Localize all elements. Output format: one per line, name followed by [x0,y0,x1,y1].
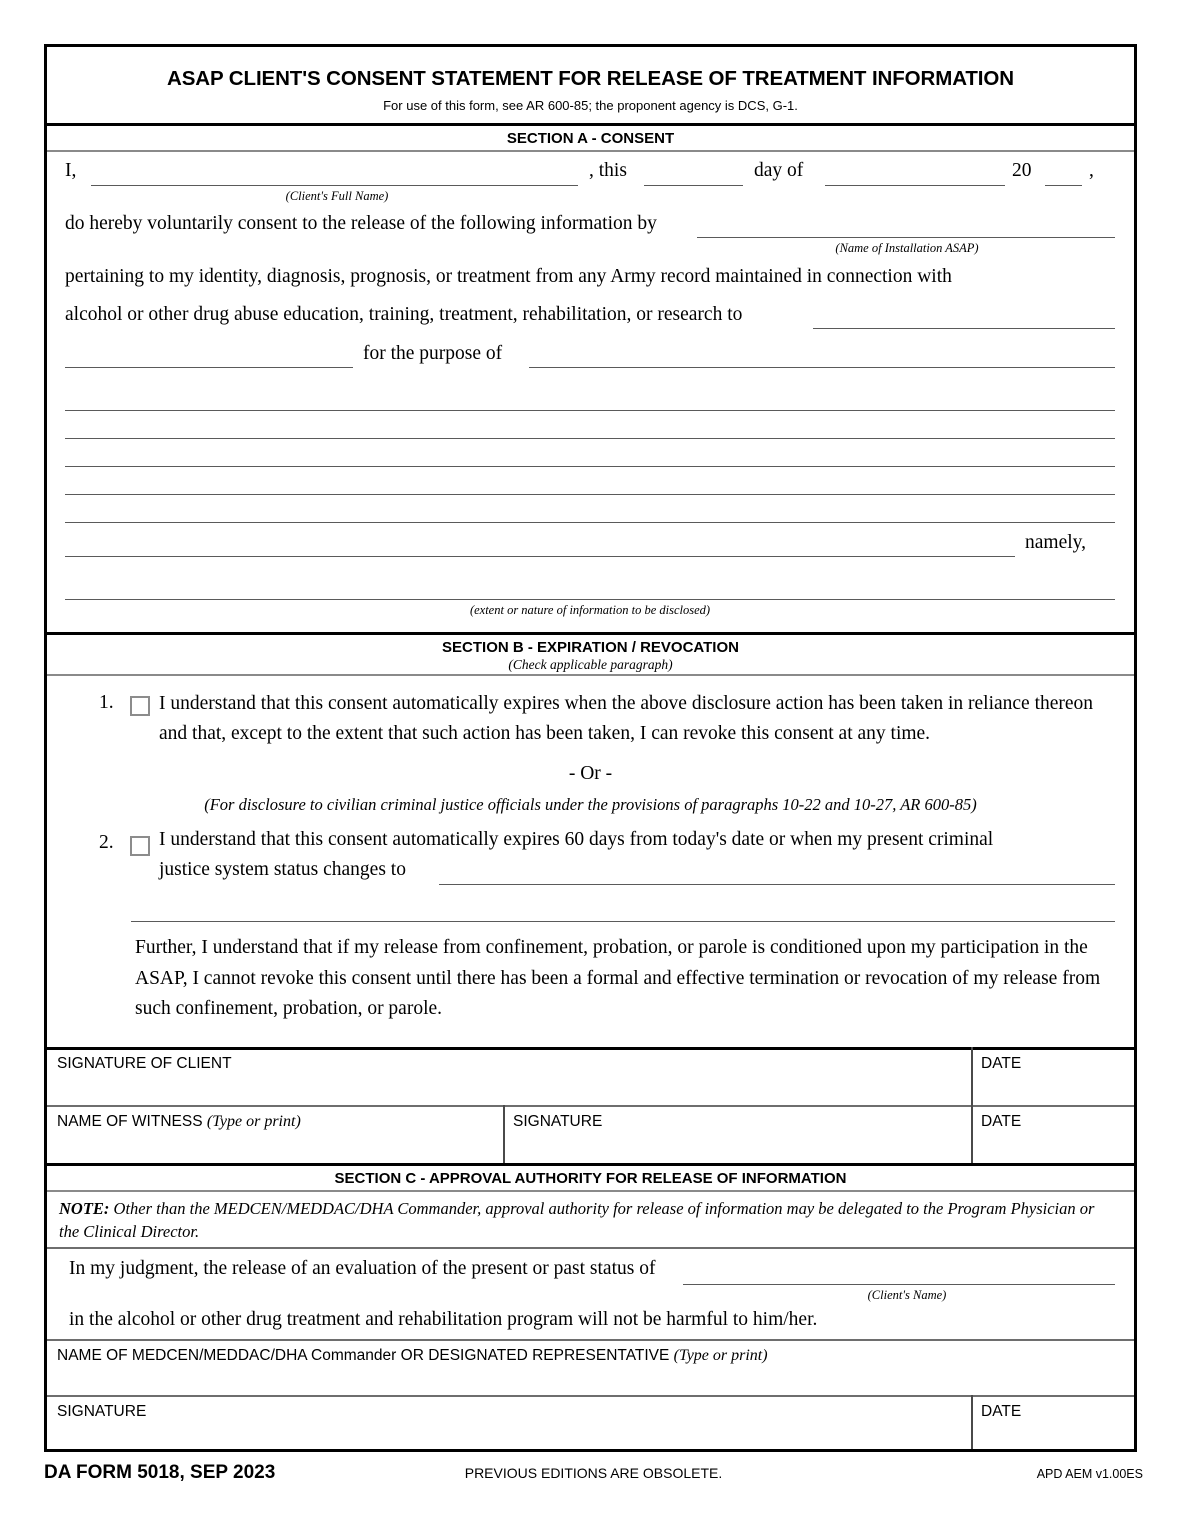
caption-clients-name: (Client's Name) [867,1288,947,1302]
caption-extent-of-info: (extent or nature of information to be disclosed) [469,603,711,617]
namely-field[interactable] [65,556,1015,557]
label-commander-name [57,1347,768,1365]
caption-installation-asap: (Name of Installation ASAP) [835,241,979,255]
section-a-header [47,123,1134,152]
extent-line-5[interactable] [65,522,1115,523]
section-c-closing-line: in the alcohol or other drug treatment and rehabilitation program will not be harmful to him/her. [69,1309,818,1330]
label-signature-witness: SIGNATURE [513,1113,603,1130]
consent-line5-text: for the purpose of [363,343,503,364]
consent-line1-prefix: I, [65,160,77,181]
namely-label: namely, [1025,532,1087,553]
form-footer [44,1462,1143,1492]
label-signature-commander: SIGNATURE [57,1403,147,1420]
checkbox-item-2[interactable] [130,836,150,856]
client-name-field[interactable] [683,1284,1115,1285]
section-b-item1-text: I understand that this consent automatically expires when the above disclosure action has been taken in reliance thereon and that, except to the extent that such action has been taken, I can revoke this consent at any time. [159,693,1094,744]
section-c-judgment-line: In my judgment, the release of an evaluation of the present or past status of [69,1258,656,1279]
label-date-commander: DATE [981,1403,1022,1420]
section-a-header-title: SECTION A - CONSENT [506,130,675,147]
consent-line4-text: alcohol or other drug abuse education, training, treatment, rehabilitation, or research to [65,304,743,325]
consent-line1-comma: , [1089,160,1094,181]
label-name-of-witness-text: NAME OF WITNESS [57,1113,203,1130]
justice-status-field-2[interactable] [131,921,1115,922]
consent-line1-dayof: day of [754,160,804,181]
purpose-field[interactable] [529,367,1115,368]
footer-form-id: DA FORM 5018, SEP 2023 [44,1462,276,1483]
section-c-note [59,1197,1117,1243]
extent-line-4[interactable] [65,494,1115,495]
label-date-client: DATE [981,1055,1022,1072]
section-b-disclosure-note: (For disclosure to civilian criminal justice officials under the provisions of paragraphs 10-22 and 10-27, AR 600-85) [204,795,977,814]
consent-line2-text: do hereby voluntarily consent to the release of the following information by [65,213,657,234]
form-outer-frame [44,44,1137,1452]
label-commander-name-text: NAME OF MEDCEN/MEDDAC/DHA Commander OR DESIGNATED REPRESENTATIVE [57,1347,670,1364]
label-commander-name-hint: (Type or print) [673,1347,768,1364]
section-b-header [47,632,1134,676]
form-subtitle: For use of this form, see AR 600-85; the proponent agency is DCS, G-1. [383,98,798,113]
section-b-item2-text-a: I understand that this consent automatically expires 60 days from today's date or when my present criminal [159,829,994,850]
section-c-header-title: SECTION C - APPROVAL AUTHORITY FOR RELEASE OF INFORMATION [334,1170,847,1187]
label-name-of-witness [57,1113,301,1131]
consent-line1-twenty: 20 [1012,160,1032,181]
form-title-block [47,47,1134,123]
caption-client-full-name: (Client's Full Name) [285,189,389,203]
year-field[interactable] [1045,185,1082,186]
form-title: ASAP CLIENT'S CONSENT STATEMENT FOR RELEASE OF TREATMENT INFORMATION [167,67,1014,90]
consent-line1-this: , this [589,160,627,181]
section-c-note-bottom-rule [47,1247,1134,1249]
section-c-note-text: Other than the MEDCEN/MEDDAC/DHA Commander, approval authority for release of information may be delegated to the Program Physician or the Clinical Director. [59,1199,1095,1241]
extent-line-2[interactable] [65,438,1115,439]
consent-line3-text: pertaining to my identity, diagnosis, prognosis, or treatment from any Army record maintained in connection with [65,266,952,287]
month-field[interactable] [825,185,1005,186]
section-b-header-sub: (Check applicable paragraph) [508,657,673,672]
section-c-note-label: NOTE: [59,1199,110,1218]
extent-line-1[interactable] [65,410,1115,411]
section-b-header-title: SECTION B - EXPIRATION / REVOCATION [442,639,739,656]
footer-previous-editions: PREVIOUS EDITIONS ARE OBSOLETE. [464,1465,723,1481]
section-b-item1-number: 1. [99,692,114,713]
divider-witness-signature [503,1105,505,1163]
client-full-name-field[interactable] [91,185,578,186]
installation-asap-field[interactable] [697,237,1115,238]
extent-line-3[interactable] [65,466,1115,467]
section-b-item2-number: 2. [99,832,114,853]
divider-witness-date [971,1105,973,1163]
release-to-field[interactable] [813,328,1115,329]
section-b-item2-text-b: justice system status changes to [159,859,406,880]
section-b-or-divider: - Or - [568,763,613,784]
section-c-header [47,1163,1134,1192]
section-c-commander-top-rule [47,1339,1134,1341]
label-name-of-witness-hint: (Type or print) [206,1113,301,1130]
checkbox-item-1[interactable] [130,696,150,716]
justice-status-field-1[interactable] [439,884,1115,885]
section-b-further-text: Further, I understand that if my release from confinement, probation, or parole is conditioned upon my participation in the ASAP, I cannot revoke this consent until there has been a formal and effective termination or revocation of my release from such confinement, probation, or parole. [135,937,1101,1019]
release-to-continued-field[interactable] [65,367,353,368]
divider-commander-date [971,1395,973,1449]
extent-line-6[interactable] [65,599,1115,600]
day-field[interactable] [644,185,743,186]
label-date-witness: DATE [981,1113,1022,1130]
divider-client-date [971,1047,973,1105]
label-signature-of-client: SIGNATURE OF CLIENT [57,1055,232,1072]
footer-apd-version: APD AEM v1.00ES [1036,1467,1143,1481]
